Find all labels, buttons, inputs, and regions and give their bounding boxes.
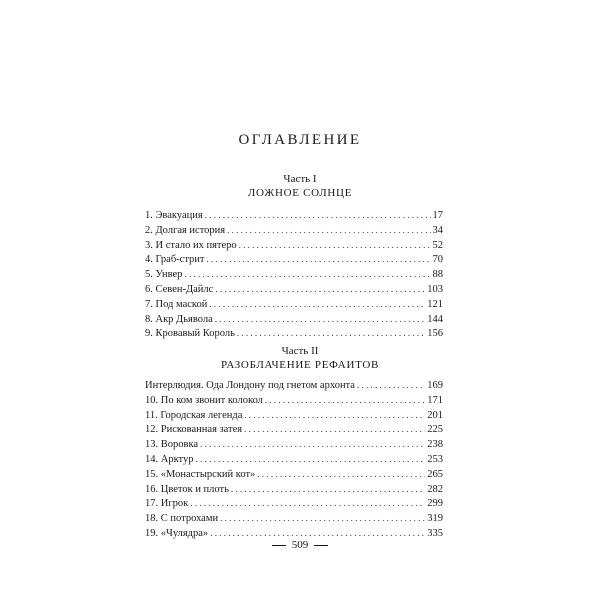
entry-title: 13. Воровка <box>145 439 199 451</box>
entry-page: 282 <box>427 483 443 495</box>
page-number: 509 <box>291 539 309 551</box>
entry-title: 11. Городская легенда <box>145 409 243 421</box>
entry-page: 169 <box>427 380 443 391</box>
entry-title: 19. «Чулядра» <box>145 527 209 539</box>
toc-entry[interactable] <box>145 267 443 282</box>
entry-title: 7. Под маской <box>145 298 208 310</box>
entry-page: 88 <box>432 269 443 281</box>
entry-title: 4. Граб-стрит <box>145 254 205 266</box>
entry-title: 2. Долгая история <box>145 224 226 236</box>
dot-leader <box>184 267 430 282</box>
part-2-name: РАЗОБЛАЧЕНИЕ РЕФАИТОВ <box>220 359 380 371</box>
entry-title: 5. Унвер <box>145 269 183 281</box>
entry-page: 17 <box>432 210 443 221</box>
footer-dash-right <box>314 545 328 546</box>
dot-leader <box>237 326 425 341</box>
toc-entry[interactable] <box>145 208 443 223</box>
entry-title: 15. «Монастырский кот» <box>145 468 256 480</box>
dot-leader <box>190 496 425 511</box>
dot-leader <box>207 252 431 267</box>
entry-title: 17. Игрок <box>145 498 189 510</box>
toc-entry[interactable] <box>145 282 443 297</box>
toc-entry[interactable] <box>145 482 443 497</box>
toc-entry[interactable] <box>145 297 443 312</box>
dot-leader <box>265 393 425 408</box>
part-1-name: ЛОЖНОЕ СОЛНЦЕ <box>247 187 353 199</box>
dot-leader <box>357 378 425 393</box>
toc-entry[interactable] <box>145 467 443 482</box>
entry-page: 238 <box>427 439 443 451</box>
part-2-label: Часть II <box>281 345 319 357</box>
entry-page: 171 <box>427 394 443 406</box>
dot-leader <box>227 223 430 238</box>
entry-page: 253 <box>427 453 443 465</box>
entry-page: 265 <box>427 468 443 480</box>
part-1-header <box>0 172 600 200</box>
dot-leader <box>196 452 426 467</box>
entry-title: 14. Арктур <box>145 453 194 465</box>
entry-page: 201 <box>427 409 443 421</box>
toc-entry[interactable] <box>145 408 443 423</box>
entry-page: 103 <box>427 283 443 295</box>
toc-entry[interactable] <box>145 511 443 526</box>
dot-leader <box>209 297 425 312</box>
part-2-entries <box>145 378 443 541</box>
entry-page: 299 <box>427 498 443 510</box>
entry-page: 52 <box>432 239 443 251</box>
entry-title: 6. Севен-Дайлс <box>145 283 214 295</box>
footer-dash-left <box>272 545 286 546</box>
entry-page: 319 <box>427 513 443 525</box>
entry-title: 16. Цветок и плоть <box>145 483 229 495</box>
dot-leader <box>200 437 425 452</box>
dot-leader <box>231 482 425 497</box>
dot-leader <box>215 282 425 297</box>
dot-leader <box>205 208 431 223</box>
entry-title: 9. Кровавый Король <box>145 328 235 340</box>
entry-title: 8. Акр Дьявола <box>145 313 213 325</box>
part-1-entries <box>145 208 443 341</box>
toc-entry[interactable] <box>145 437 443 452</box>
entry-page: 121 <box>427 298 443 310</box>
entry-title: 10. По ком звонит колокол <box>145 394 263 406</box>
entry-page: 335 <box>427 527 443 539</box>
entry-page: 225 <box>427 424 443 436</box>
dot-leader <box>244 422 425 437</box>
toc-entry[interactable] <box>145 422 443 437</box>
dot-leader <box>239 238 431 253</box>
toc-entry[interactable] <box>145 393 443 408</box>
entry-title: 3. И стало их пятеро <box>145 239 237 251</box>
toc-entry[interactable] <box>145 312 443 327</box>
entry-page: 144 <box>427 313 443 325</box>
entry-page: 34 <box>432 224 443 236</box>
dot-leader <box>244 408 425 423</box>
toc-entry[interactable] <box>145 496 443 511</box>
dot-leader <box>257 467 425 482</box>
toc-entry[interactable] <box>145 378 443 393</box>
toc-title: ОГЛАВЛЕНИЕ <box>238 132 362 148</box>
page-footer <box>0 539 600 551</box>
entry-title: Интерлюдия. Ода Лондону под гнетом архонта <box>145 380 355 391</box>
entry-title: 1. Эвакуация <box>145 210 203 221</box>
toc-entry[interactable] <box>145 223 443 238</box>
entry-page: 70 <box>432 254 443 266</box>
toc-entry[interactable] <box>145 326 443 341</box>
dot-leader <box>220 511 425 526</box>
part-1-label: Часть I <box>283 173 317 185</box>
dot-leader <box>215 312 426 327</box>
entry-title: 12. Рискованная затея <box>145 424 243 436</box>
toc-entry[interactable] <box>145 452 443 467</box>
entry-title: 18. С потрохами <box>145 513 219 525</box>
toc-entry[interactable] <box>145 238 443 253</box>
entry-page: 156 <box>427 328 443 340</box>
part-2-header <box>0 344 600 372</box>
toc-entry[interactable] <box>145 252 443 267</box>
